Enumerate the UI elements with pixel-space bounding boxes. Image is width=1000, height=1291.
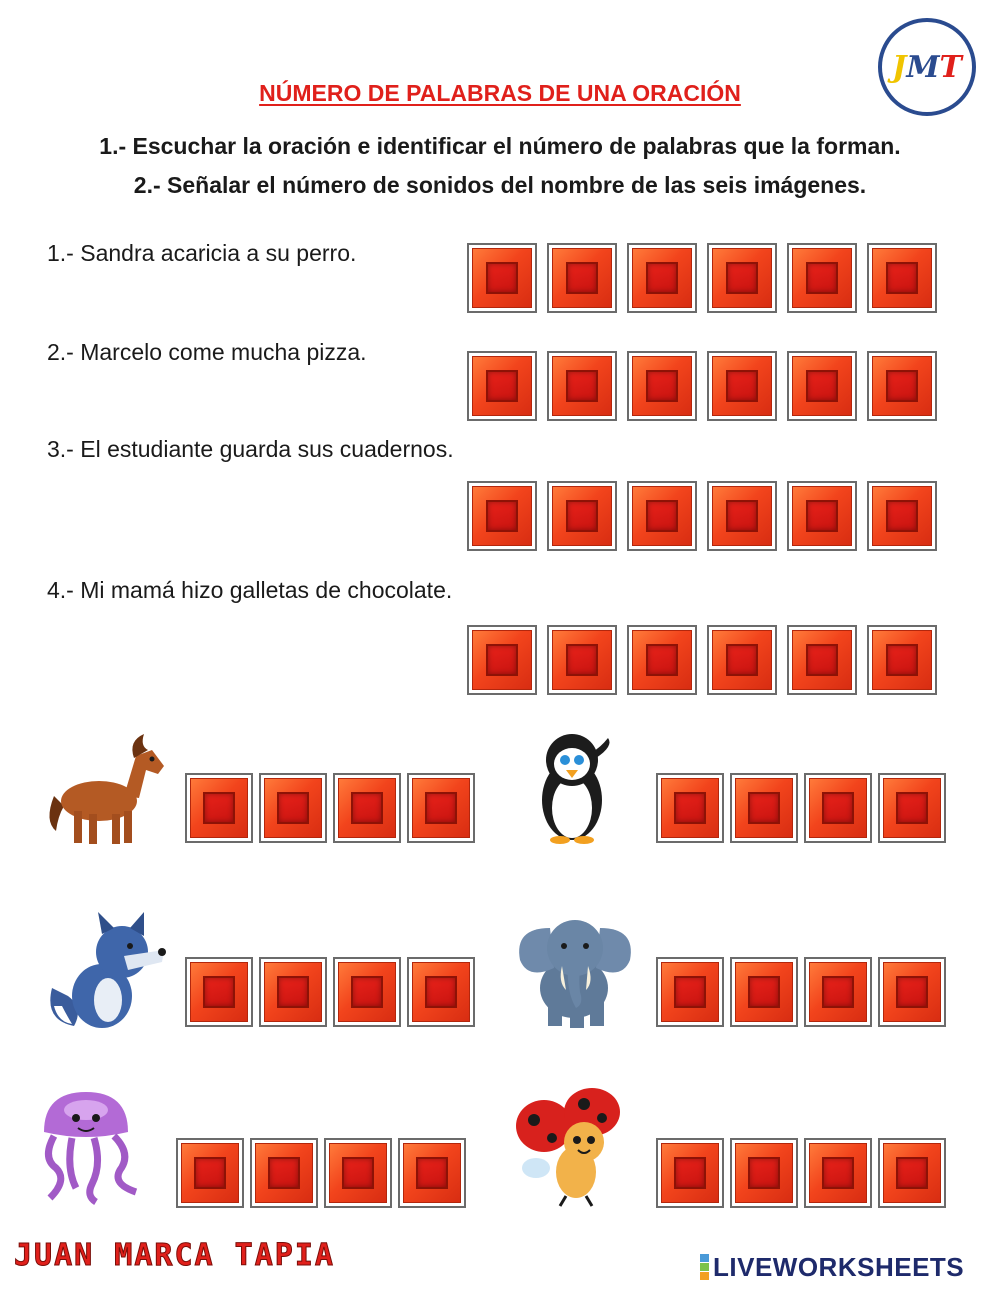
word-tile[interactable] xyxy=(707,243,777,313)
page-title: NÚMERO DE PALABRAS DE UNA ORACIÓN xyxy=(259,80,741,106)
syllable-tile[interactable] xyxy=(804,1138,872,1208)
sentence-2: 2.- Marcelo come mucha pizza. xyxy=(47,339,367,365)
syllable-tile[interactable] xyxy=(407,957,475,1027)
syllable-tile[interactable] xyxy=(878,957,946,1027)
syllable-tile[interactable] xyxy=(730,1138,798,1208)
syllable-tile[interactable] xyxy=(185,957,253,1027)
syllable-tile[interactable] xyxy=(324,1138,392,1208)
word-tile[interactable] xyxy=(867,481,937,551)
syllable-tile[interactable] xyxy=(804,957,872,1027)
syllable-row-penguin xyxy=(656,773,952,843)
word-tile[interactable] xyxy=(867,243,937,313)
instruction-1: 1.- Escuchar la oración e identificar el número de palabras que la forman. xyxy=(99,133,901,159)
sentence-4: 4.- Mi mamá hizo galletas de chocolate. xyxy=(47,577,453,603)
syllable-tile[interactable] xyxy=(176,1138,244,1208)
liveworksheets-logo-icon xyxy=(700,1254,709,1281)
syllable-tile[interactable] xyxy=(878,1138,946,1208)
jellyfish-icon xyxy=(36,1088,148,1206)
syllable-tile[interactable] xyxy=(333,773,401,843)
word-tile[interactable] xyxy=(867,351,937,421)
syllable-row-jellyfish xyxy=(176,1138,472,1208)
horse-icon xyxy=(44,726,166,850)
word-tile[interactable] xyxy=(547,625,617,695)
word-tile[interactable] xyxy=(787,243,857,313)
word-tile[interactable] xyxy=(627,243,697,313)
word-tile[interactable] xyxy=(627,351,697,421)
syllable-tile[interactable] xyxy=(730,773,798,843)
syllable-row-ladybug xyxy=(656,1138,952,1208)
wolf-icon xyxy=(44,910,168,1032)
ladybug-icon xyxy=(514,1086,626,1208)
word-tile[interactable] xyxy=(867,625,937,695)
syllable-tile[interactable] xyxy=(656,1138,724,1208)
word-count-row-1 xyxy=(467,243,947,313)
syllable-tile[interactable] xyxy=(259,773,327,843)
syllable-tile[interactable] xyxy=(878,773,946,843)
syllable-tile[interactable] xyxy=(730,957,798,1027)
syllable-tile[interactable] xyxy=(656,773,724,843)
word-tile[interactable] xyxy=(787,351,857,421)
syllable-tile[interactable] xyxy=(656,957,724,1027)
penguin-icon xyxy=(530,728,620,846)
syllable-tile[interactable] xyxy=(804,773,872,843)
brand-text: LIVEWORKSHEETS xyxy=(713,1252,965,1282)
word-tile[interactable] xyxy=(467,243,537,313)
word-tile[interactable] xyxy=(787,625,857,695)
word-count-row-4 xyxy=(467,625,947,695)
syllable-row-elephant xyxy=(656,957,952,1027)
syllable-row-wolf xyxy=(185,957,481,1027)
sentence-1: 1.- Sandra acaricia a su perro. xyxy=(47,240,357,266)
logo-letter-t: T xyxy=(939,49,962,85)
word-tile[interactable] xyxy=(547,243,617,313)
word-tile[interactable] xyxy=(707,351,777,421)
syllable-tile[interactable] xyxy=(250,1138,318,1208)
word-tile[interactable] xyxy=(707,481,777,551)
sentence-3: 3.- El estudiante guarda sus cuadernos. xyxy=(47,436,454,462)
logo-letter-j: J xyxy=(892,49,907,85)
syllable-row-horse xyxy=(185,773,481,843)
syllable-tile[interactable] xyxy=(398,1138,466,1208)
logo-letter-m: M xyxy=(906,49,940,85)
word-tile[interactable] xyxy=(467,625,537,695)
word-tile[interactable] xyxy=(467,351,537,421)
liveworksheets-brand xyxy=(700,1252,964,1283)
word-count-row-3 xyxy=(467,481,947,551)
word-tile[interactable] xyxy=(547,481,617,551)
syllable-tile[interactable] xyxy=(407,773,475,843)
syllable-tile[interactable] xyxy=(259,957,327,1027)
syllable-tile[interactable] xyxy=(333,957,401,1027)
word-tile[interactable] xyxy=(787,481,857,551)
word-tile[interactable] xyxy=(467,481,537,551)
author-name: JUAN MARCA TAPIA xyxy=(14,1238,335,1273)
syllable-tile[interactable] xyxy=(185,773,253,843)
word-tile[interactable] xyxy=(627,481,697,551)
instruction-2: 2.- Señalar el número de sonidos del nombre de las seis imágenes. xyxy=(133,172,867,198)
word-tile[interactable] xyxy=(707,625,777,695)
word-tile[interactable] xyxy=(627,625,697,695)
elephant-icon xyxy=(514,908,636,1030)
word-tile[interactable] xyxy=(547,351,617,421)
word-count-row-2 xyxy=(467,351,947,421)
